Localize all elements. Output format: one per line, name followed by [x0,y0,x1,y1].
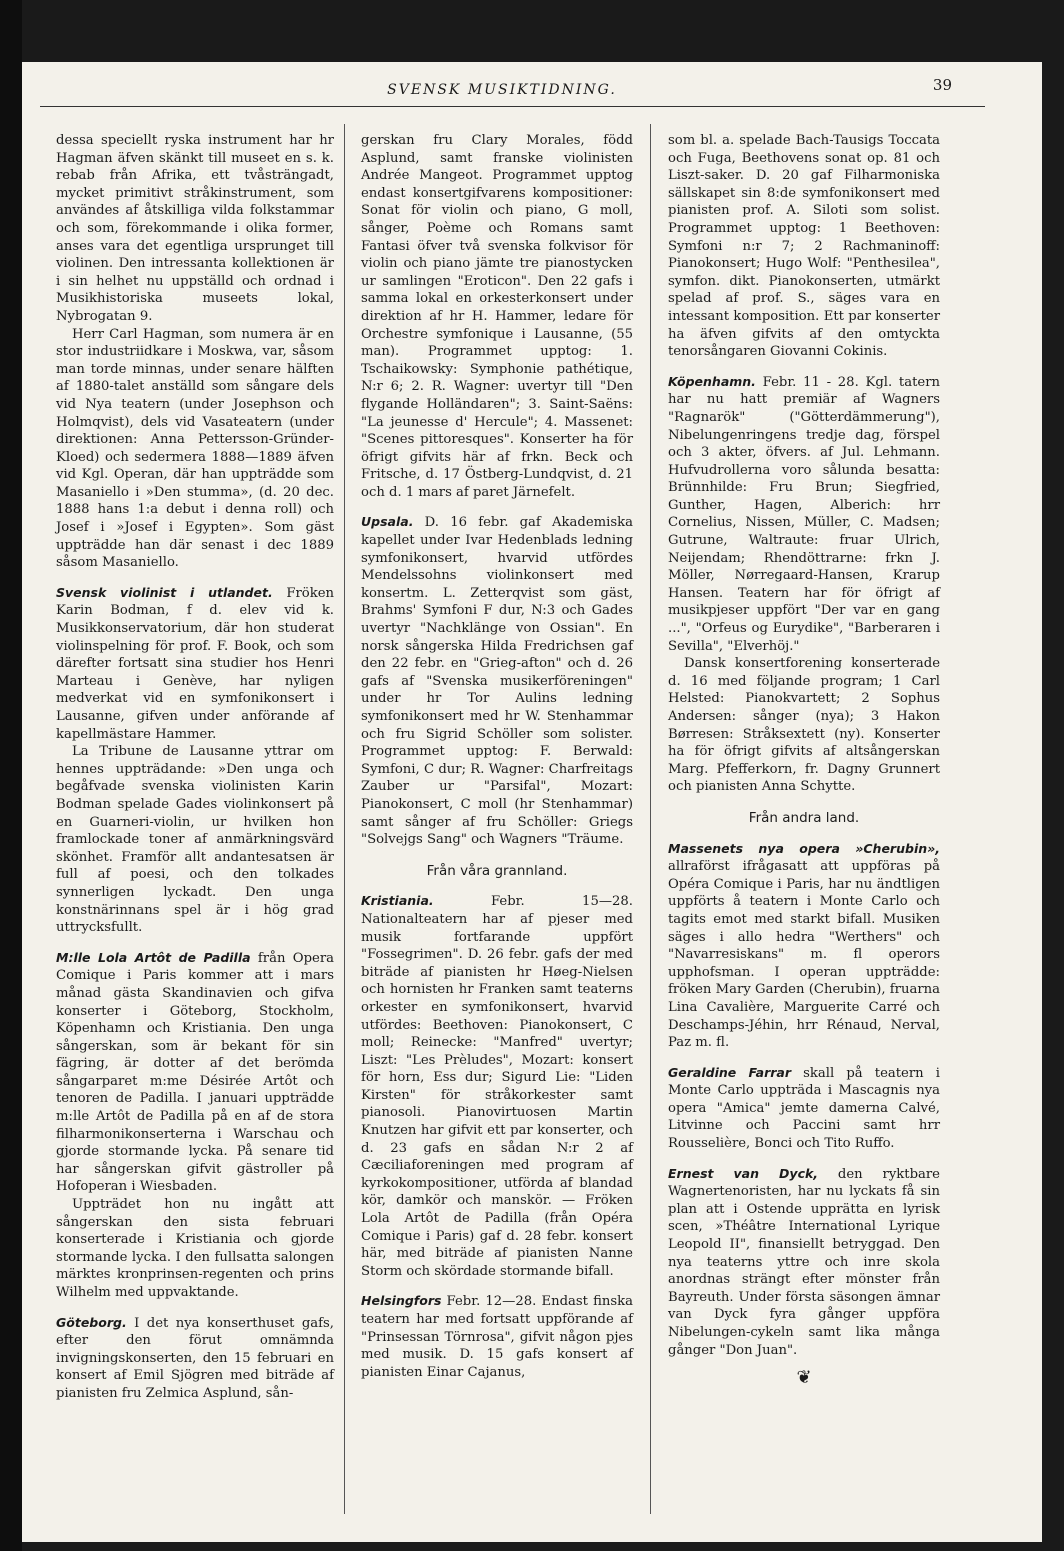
paragraph [56,584,334,743]
page-number: 39 [932,76,952,94]
paragraph [361,1292,633,1381]
paragraph-text: dessa speciellt ryska instrument har hr Hagman äfven skänkt till museet en s. k. rebab från Afrika, ett tvåsträngadt, mycket primitivt stråkinstrument, som användes af åtskilliga vilda folkstammar och som, förekommande i olika former, anses vara det egentliga ursprunget till violinen. Den intressanta kollektionen är i sin helhet nu uppställd och ordnad i Musikhistoriska museets lokal, Nybrogatan 9. [56,133,334,324]
paragraph-lead: Kristiania. [361,893,434,909]
paragraph [56,1314,334,1403]
paragraph-text: La Tribune de Lausanne yttrar om hennes uppträdande: »Den unga och begåfvade svenska violinisten Karin Bodman spelade Gades violinkonsert på en Guarneri-violin, ur hvilken hon framlockade toner af anmärkningsvärd skönhet. Framför allt andantesatsen är full af poesi, och den tolkades synnerligen lyckadt. Den unga konstnärinnans spel är i hög grad uttrycksfullt. [56,744,334,936]
paragraph [56,326,334,572]
column-3 [668,132,940,1387]
paragraph-lead: Geraldine Farrar [668,1064,791,1080]
paragraph [668,1064,940,1153]
paragraph [361,513,633,848]
paragraph [668,840,940,1052]
paragraph [361,892,633,1280]
ornament: ❦ [796,1367,812,1389]
section-heading: Från andra land. [748,809,860,826]
paragraph-text: skall på teatern i Monte Carlo uppträda i Mascagnis nya opera "Amica" jemte damerna Calvé, Litvinne och Paccini samt hrr Rousselière, Bonci och Tito Ruffo. [668,1065,940,1152]
scan-edge [0,0,22,1551]
paragraph-lead: Köpenhamn. [668,373,756,389]
paragraph-text: Febr. 12—28. Endast finska teatern har med fortsatt uppförande af "Prinsessan Törnrosa", gifvit någon pjes med musik. D. 15 gafs konsert af pianisten Einar Cajanus, [361,1294,633,1380]
paragraph [361,132,633,501]
paragraph-text: den ryktbare Wagnertenoristen, har nu lyckats få sin plan att i Ostende upprätta en lyrisk scen, »Théâtre International Lyrique Leopold II", finansiellt betryggad. Den nya teaterns yttre och inre skola anordnas strängt efter mönster från Bayreuth. Under första säsongen ämnar van Dyck fyra gånger uppföra Nibelungen-cykeln samt lika många gånger "Don Juan". [668,1166,940,1358]
column-divider [344,124,345,1514]
paragraph [668,132,940,361]
paragraph-text: som bl. a. spelade Bach-Tausigs Toccata och Fuga, Beethovens sonat op. 81 och Liszt-saker. D. 20 gaf Filharmoniska sällskapet sin 8:de symfonikonsert med pianisten prof. A. Siloti som solist. Programmet upptog: 1 Beethoven: Symfoni n:r 7; 2 Rachmaninoff: Pianokonsert; Hugo Wolf: "Penthesilea", symfon. dikt. Pianokonserten, utmärkt spelad af prof. S., säges vara en intessant komposition. Ett par konserter ha äfven gifvits af den omtyckta tenorsångaren Giovanni Cokinis. [668,133,940,360]
paragraph-lead: Svensk violinist i utlandet. [56,584,273,600]
header-rule [40,106,985,107]
paragraph [56,1196,334,1302]
paragraph-text: Dansk konsertforening konserterade d. 16 med följande program; 1 Carl Helsted: Pianokvartett; 2 Sophus Andersen: sånger (nya); 3 Hakon Børresen: Stråksextett (ny). Konserter ha för öfrigt gifvits af altsångerskan Marg. Pfefferkorn, fr. Dagny Grunnert och pianisten Anna Schytte. [668,656,940,795]
paragraph-text: från Opera Comique i Paris kommer att i mars månad gästa Skandinavien och gifva konserter i Göteborg, Stockholm, Köpenhamn och Kristiania. Den unga sångerskan, som är bekant för sin fägring, är dotter af det berömda sångarparet m:me Désirée Artôt och tenoren de Padilla. I januari uppträdde m:lle Artôt de Padilla på en af de stora filharmonikonserterna i Warschau och gjorde stormande lycka. På senare tid har sångerskan gifvit gästroller på Hofoperan i Wiesbaden. [56,950,334,1195]
paragraph-lead: Upsala. [361,514,414,530]
column-1 [56,132,334,1403]
page [22,62,1042,1542]
paragraph [668,373,940,656]
paragraph-lead: Massenets nya opera »Cherubin», [668,840,940,856]
paragraph-lead: Göteborg. [56,1314,127,1330]
paragraph-text: Febr. 15—28. Nationalteatern har af pjeser med musik fortfarande uppfört "Fossegrimen". D. 26 febr. gafs der med biträde af pianisten hr Høeg-Nielsen och hornisten hr Franken samt teaterns orkester en symfonikonsert, hvarvid utfördes: Beethoven: Pianokonsert, C moll; Reinecke: "Manfred" uvertyr; Liszt: "Les Prèludes", Mozart: konsert för horn, Ess dur; Sigurd Lie: "Liden Kirsten" för stråkorkester samt pianosoli. Pianovirtuosen Martin Knutzen har gifvit ett par konserter, och d. 23 gafs en sådan N:r 2 af Cæciliaforeningen med program af kyrkokompositioner, utförda af blandad kör, damkör och manskör. — Fröken Lola Artôt de Padilla (från Opéra Comique i Paris) gaf d. 28 febr. konsert här, med biträde af pianisten Nanne Storm och skördade stormande bifall. [361,894,633,1279]
paragraph [668,1165,940,1360]
section-heading: Från våra grannland. [426,862,568,879]
journal-title: SVENSK MUSIKTIDNING. [387,82,617,98]
paragraph [56,949,334,1196]
paragraph-text: D. 16 febr. gaf Akademiska kapellet under Ivar Hedenblads ledning symfonikonsert, hvarvid utfördes Mendelssohns violinkonsert med konsertm. L. Zetterqvist som gäst, Brahms' Symfoni F dur, N:3 och Gades uvertyr "Nachklänge von Ossian". En norsk sångerska Hilda Fredrichsen gaf den 22 febr. en "Grieg-afton" och d. 26 gafs af "Svenska musikerföreningen" under hr Tor Aulins ledning symfonikonsert med hr W. Stenhammar och fru Sigrid Schöller som solister. Programmet upptog: F. Berwald: Symfoni, C dur; R. Wagner: Charfreitags Zauber ur "Parsifal", Mozart: Pianokonsert, C moll (hr Stenhammar) samt sånger af fru Schöller: Griegs "Solvejgs Sang" och Wagners "Träume. [361,515,633,848]
paragraph [56,743,334,937]
paragraph-text: Uppträdet hon nu ingått att sångerskan den sista februari konserterade i Kristiania och gjorde stormande lycka. I den fullsatta salongen märktes kronprinsen-regenten och prins Wilhelm med uppvaktande. [56,1197,334,1300]
running-header [22,76,1042,106]
paragraph [668,655,940,796]
column-divider [650,124,651,1514]
paragraph-text: Herr Carl Hagman, som numera är en stor industriidkare i Moskwa, var, såsom man torde minnas, under senare hälften af 1880-talet anställd som sångare dels vid Nya teatern (under Josephson och Holmqvist), dels vid Vasateatern (under direktionen: Anna Pettersson-Gründer-Kloed) och sedermera 1888—1889 äfven vid Kgl. Operan, där han uppträdde som Masaniello i »Den stumma», (d. 20 dec. 1888 hans 1:a debut i denna roll) och Josef i »Josef i Egypten». Som gäst uppträdde han där senast i dec 1889 såsom Masaniello. [56,326,334,571]
paragraph-lead: Ernest van Dyck, [668,1165,819,1181]
paragraph [56,132,334,326]
paragraph-text: I det nya konserthuset gafs, efter den förut omnämnda invigningskonserten, den 15 februari en konsert af Emil Sjögren med biträde af pianisten fru Zelmica Asplund, sån- [56,1315,334,1401]
paragraph-lead: Helsingfors [361,1293,442,1309]
paragraph-text: gerskan fru Clary Morales, född Asplund, samt franske violinisten Andrée Mangeot. Programmet upptog endast konsertgifvarens kompositioner: Sonat för violin och piano, G moll, sånger, Poème och Romans samt Fantasi öfver två svenska folkvisor för violin och piano jämte tre pianostycken ur samlingen "Eroticon". Den 22 gafs i samma lokal en orkesterkonsert under direktion af hr H. Hammer, ledare för Orchestre symfonique i Lausanne, (55 man). Programmet upptog: 1. Tschaikowsky: Symphonie pathétique, N:r 6; 2. R. Wagner: uvertyr till "Den flygande Holländaren"; 3. Saint-Saëns: "La jeunesse d' Hercule"; 4. Massenet: "Scenes pittoresques". Konserter ha för öfrigt gifvits här af frkn. Beck och Fritsche, d. 17 Östberg-Lundqvist, d. 21 och d. 1 mars af paret Järnefelt. [361,133,633,500]
paragraph-text: Fröken Karin Bodman, f d. elev vid k. Musikkonservatorium, där hon studerat violinspelning för prof. F. Book, och som därefter fortsatt sina studier hos Henri Marteau i Genève, har nyligen medverkat vid en symfonikonsert i Lausanne, gifven under anförande af kapellmästare Hammer. [56,585,335,742]
column-2 [361,132,633,1381]
paragraph-lead: M:lle Lola Artôt de Padilla [56,949,251,965]
paragraph-text: allraförst ifrågasatt att uppföras på Opéra Comique i Paris, har nu ändtligen uppförts å teatern i Monte Carlo och tagits emot med starkt bifall. Musiken säges i allo hedra "Werthers" och "Navarresiskans" m. fl operors upphofsman. I operan uppträdde: fröken Mary Garden (Cherubin), fruarna Lina Cavalière, Marguerite Carré och Deschamps-Jéhin, hrr Rénaud, Nerval, Paz m. fl. [668,859,940,1051]
paragraph-text: Febr. 11 - 28. Kgl. tatern har nu hatt premiär af Wagners "Ragnarök" ("Götterdämmerung"), Nibelungenringens tredje dag, förspel och 3 akter, öfvers. af Jul. Lehmann. Hufvudrollerna voro sålunda besatta: Brünnhilde: Fru Brun; Siegfried, Gunther, Hagen, Alberich: hrr Cornelius, Nissen, Müller, C. Madsen; Gutrune, Waltraute: fruar Ulrich, Neijendam; Rhendöttrarne: frkn J. Möller, Nørregaard-Hansen, Krarup Hansen. Teatern har för öfrigt af musikpjeser uppfört "Der var en gang ...", "Orfeus og Eurydike", "Barberaren i Sevilla", "Elverhöj." [668,374,940,654]
